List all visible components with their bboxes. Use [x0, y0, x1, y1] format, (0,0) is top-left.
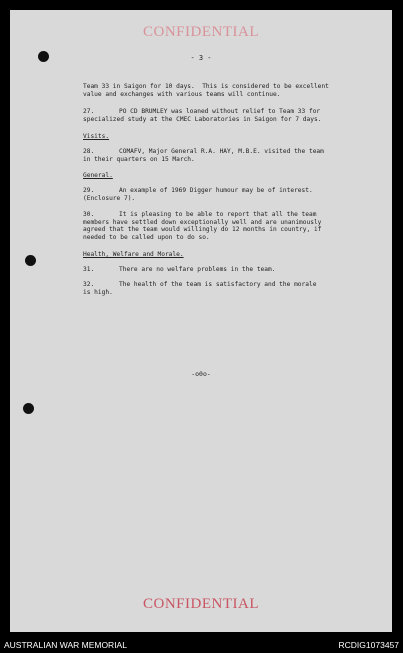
document-page [10, 10, 392, 632]
paragraph-number: 29. [83, 187, 95, 194]
body-line: members have settled down exceptionally well and are unanimously [83, 218, 322, 226]
section-heading-health: Health, Welfare and Morale. [83, 251, 184, 258]
body-line: (Enclosure 7). [83, 194, 136, 202]
paragraph-number: 31. [83, 266, 95, 273]
confidential-stamp-bottom: CONFIDENTIAL [143, 596, 259, 612]
confidential-stamp-top: CONFIDENTIAL [143, 24, 259, 40]
body-line: It is pleasing to be able to report that all the team [119, 211, 317, 218]
body-line: in their quarters on 15 March. [83, 155, 195, 163]
body-line: The health of the team is satisfactory and the morale [119, 281, 317, 288]
archive-name: AUSTRALIAN WAR MEMORIAL [4, 640, 127, 650]
punch-hole [25, 255, 36, 266]
body-line: There are no welfare problems in the team. [119, 266, 276, 273]
end-mark: -o0o- [191, 370, 211, 378]
paragraph-number: 30. [83, 211, 95, 218]
body-line: is high. [83, 288, 113, 296]
body-line: needed to be called upon to do so. [83, 233, 210, 241]
paragraph-30 [83, 211, 345, 241]
paragraph-31 [83, 266, 345, 274]
section-heading-visits: Visits. [83, 133, 110, 140]
paragraph-number: 28. [83, 148, 95, 155]
paragraph-number: 32. [83, 281, 95, 288]
paragraph-number: 27. [83, 108, 95, 115]
paragraph-29 [83, 187, 345, 202]
paragraph-32 [83, 281, 345, 296]
document-body [83, 83, 345, 98]
archive-footer [0, 638, 403, 653]
paragraph-28 [83, 148, 345, 163]
page-number: - 3 - [190, 54, 212, 62]
body-line: COMAFV, Major General R.A. HAY, M.B.E. visited the team [119, 148, 324, 155]
body-line: specialized study at the CMEC Laboratories in Saigon for 7 days. [83, 115, 322, 123]
punch-hole [23, 403, 34, 414]
body-line: value and exchanges with various teams will continue. [83, 90, 281, 98]
record-id: RCDIG1073457 [338, 640, 399, 650]
section-heading-general: General. [83, 172, 113, 179]
body-line: An example of 1969 Digger humour may be of interest. [119, 187, 313, 194]
body-line: agreed that the team would willingly do 12 months in country, if [83, 226, 322, 234]
body-line: Team 33 in Saigon for 10 days. This is considered to be excellent [83, 83, 329, 90]
paragraph-27 [83, 108, 345, 123]
body-line: PO CD BRUMLEY was loaned without relief to Team 33 for [119, 108, 321, 115]
